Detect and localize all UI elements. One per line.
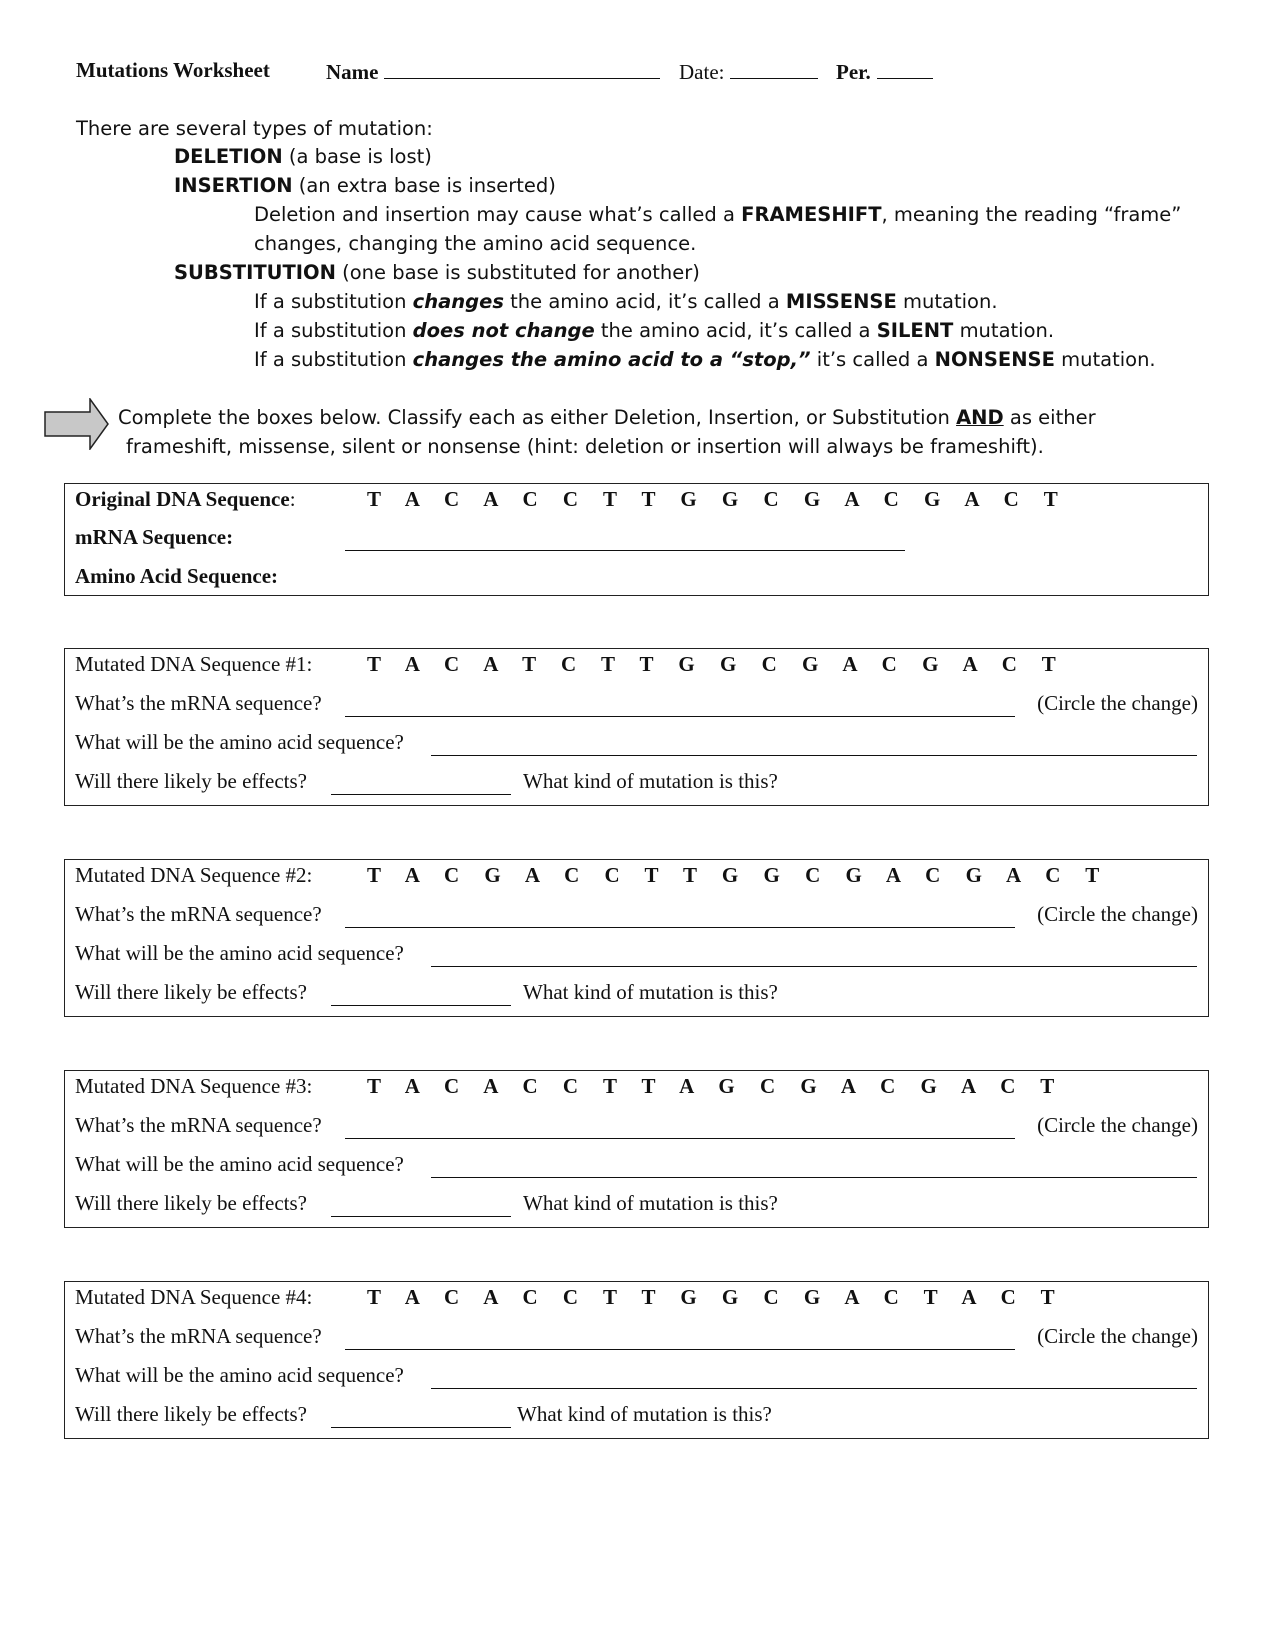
mutation-kind-question: What kind of mutation is this? (523, 769, 778, 793)
period-blank[interactable] (877, 58, 933, 79)
mrna-answer-blank[interactable] (345, 903, 1015, 928)
effects-answer-blank[interactable] (331, 1403, 511, 1428)
amino-acid-answer-blank[interactable] (431, 731, 1197, 756)
silent-pre: If a substitution (254, 319, 407, 342)
substitution-definition (174, 258, 700, 287)
instruction-line1-pre: Complete the boxes below. Classify each as either Deletion, Insertion, or Substitution (118, 406, 950, 429)
mutation-kind-question: What kind of mutation is this? (523, 1191, 778, 1215)
name-label: Name (326, 60, 379, 84)
missense-post: mutation. (903, 290, 998, 313)
deletion-term: DELETION (174, 145, 283, 168)
silent-definition (254, 316, 1054, 345)
amino-acid-answer-blank[interactable] (431, 942, 1197, 967)
frameshift-post: , meaning the reading “frame” (881, 203, 1182, 226)
silent-term: SILENT (876, 319, 954, 342)
intro-lead: There are several types of mutation: (76, 117, 433, 140)
name-field-group (326, 58, 660, 85)
instruction-line-2: frameshift, missense, silent or nonsense (hint: deletion or insertion will always be frameshift). (126, 435, 1044, 458)
original-amino-label: Amino Acid Sequence: (75, 564, 279, 588)
missense-term: MISSENSE (785, 290, 897, 313)
nonsense-term: NONSENSE (934, 348, 1055, 371)
insertion-term: INSERTION (174, 174, 293, 197)
amino-acid-answer-blank[interactable] (431, 1153, 1197, 1178)
mutated-dna-sequence: T A C A C C T T A G C G A C G A C T (367, 1074, 1065, 1098)
amino-acid-question: What will be the amino acid sequence? (75, 941, 404, 965)
mutation-box-3 (64, 1070, 1209, 1228)
original-sequence-box (64, 483, 1209, 596)
period-field-group (836, 58, 933, 85)
mutation-kind-question: What kind of mutation is this? (517, 1402, 772, 1426)
silent-emphasis: does not change (412, 319, 595, 342)
effects-question: Will there likely be effects? (75, 980, 307, 1004)
effects-answer-blank[interactable] (331, 981, 511, 1006)
mutated-dna-sequence: T A C G A C C T T G G C G A C G A C T (367, 863, 1110, 887)
mrna-answer-blank[interactable] (345, 1114, 1015, 1139)
instructions (118, 403, 1096, 461)
circle-change-note: (Circle the change) (1037, 902, 1198, 926)
mrna-question: What’s the mRNA sequence? (75, 902, 322, 926)
effects-question: Will there likely be effects? (75, 1191, 307, 1215)
amino-acid-question: What will be the amino acid sequence? (75, 1152, 404, 1176)
original-dna-label: Original DNA Sequence (75, 487, 290, 511)
frameshift-pre: Deletion and insertion may cause what’s called a (254, 203, 735, 226)
circle-change-note: (Circle the change) (1037, 1324, 1198, 1348)
frameshift-definition (254, 200, 1181, 229)
date-field-group (679, 58, 818, 85)
mutated-dna-sequence: T A C A C C T T G G C G A C T A C T (367, 1285, 1065, 1309)
silent-mid: the amino acid, it’s called a (600, 319, 871, 342)
mrna-question: What’s the mRNA sequence? (75, 1324, 322, 1348)
name-blank[interactable] (384, 58, 660, 79)
mrna-question: What’s the mRNA sequence? (75, 691, 322, 715)
effects-question: Will there likely be effects? (75, 769, 307, 793)
mutation-kind-question: What kind of mutation is this? (523, 980, 778, 1004)
worksheet-title: Mutations Worksheet (76, 58, 270, 82)
right-arrow-icon (44, 398, 110, 450)
instruction-line1-post: as either (1009, 406, 1096, 429)
instruction-and: AND (956, 406, 1004, 429)
original-dna-colon: : (289, 487, 296, 511)
original-mrna-label: mRNA Sequence: (75, 525, 234, 549)
mutated-dna-label: Mutated DNA Sequence #1: (75, 652, 313, 676)
original-mrna-blank[interactable] (345, 526, 905, 551)
missense-mid: the amino acid, it’s called a (510, 290, 780, 313)
circle-change-note: (Circle the change) (1037, 691, 1198, 715)
mutation-box-1 (64, 648, 1209, 806)
nonsense-definition (254, 345, 1156, 374)
original-dna-row (75, 484, 296, 514)
mutated-dna-label: Mutated DNA Sequence #2: (75, 863, 313, 887)
nonsense-mid: it’s called a (816, 348, 929, 371)
substitution-desc: (one base is substituted for another) (342, 261, 700, 284)
effects-answer-blank[interactable] (331, 770, 511, 795)
deletion-definition (174, 142, 432, 171)
mrna-answer-blank[interactable] (345, 1325, 1015, 1350)
period-label: Per. (836, 60, 871, 84)
date-blank[interactable] (730, 58, 818, 79)
nonsense-emphasis: changes the amino acid to a “stop,” (412, 348, 811, 371)
missense-emphasis: changes (412, 290, 504, 313)
mutation-box-2 (64, 859, 1209, 1017)
missense-pre: If a substitution (254, 290, 407, 313)
circle-change-note: (Circle the change) (1037, 1113, 1198, 1137)
mrna-question: What’s the mRNA sequence? (75, 1113, 322, 1137)
amino-acid-question: What will be the amino acid sequence? (75, 730, 404, 754)
date-label: Date: (679, 60, 725, 84)
amino-acid-answer-blank[interactable] (431, 1364, 1197, 1389)
effects-question: Will there likely be effects? (75, 1402, 307, 1426)
mrna-answer-blank[interactable] (345, 692, 1015, 717)
frameshift-line2: changes, changing the amino acid sequence. (254, 232, 697, 255)
instruction-line-1 (118, 403, 1096, 432)
effects-answer-blank[interactable] (331, 1192, 511, 1217)
mutated-dna-label: Mutated DNA Sequence #3: (75, 1074, 313, 1098)
frameshift-term: FRAMESHIFT (741, 203, 882, 226)
insertion-desc: (an extra base is inserted) (298, 174, 556, 197)
amino-acid-question: What will be the amino acid sequence? (75, 1363, 404, 1387)
nonsense-post: mutation. (1061, 348, 1156, 371)
mutation-box-4 (64, 1281, 1209, 1439)
mutated-dna-sequence: T A C A T C T T G G C G A C G A C T (367, 652, 1066, 676)
missense-definition (254, 287, 998, 316)
silent-post: mutation. (959, 319, 1055, 342)
original-dna-sequence: T A C A C C T T G G C G A C G A C T (367, 487, 1068, 511)
nonsense-pre: If a substitution (254, 348, 407, 371)
mutated-dna-label: Mutated DNA Sequence #4: (75, 1285, 313, 1309)
deletion-desc: (a base is lost) (288, 145, 432, 168)
insertion-definition (174, 171, 556, 200)
substitution-term: SUBSTITUTION (174, 261, 336, 284)
